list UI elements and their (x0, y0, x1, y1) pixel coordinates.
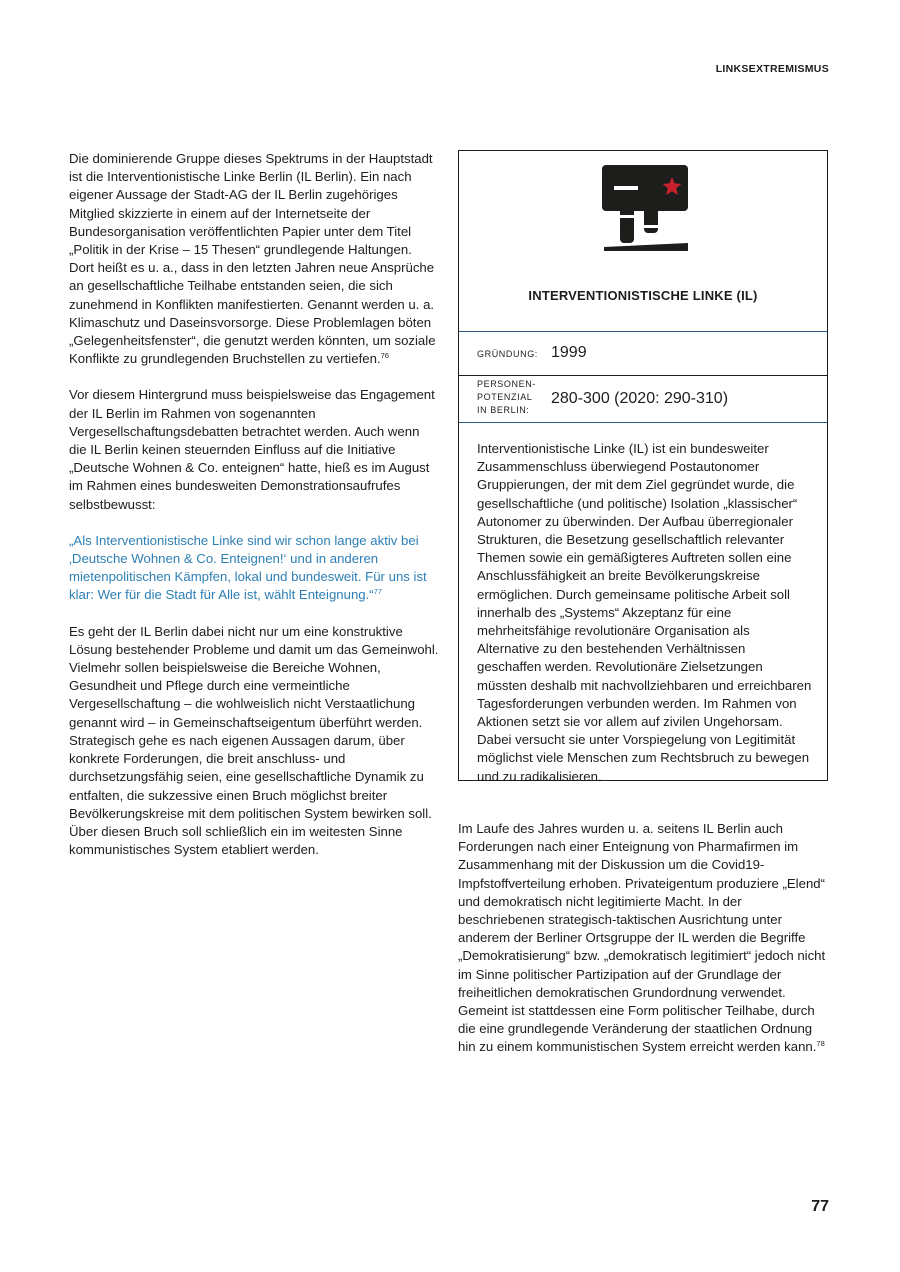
founding-value: 1999 (551, 344, 587, 361)
paragraph: Die dominierende Gruppe dieses Spektrums in der Hauptstadt ist die Interventionistische Linke Berlin (IL Berlin). Ein nach eigener Aussage der Stadt-AG der IL Berlin zugehöriges Mitglied skizzierte in einem auf der Internetseite der Bundesorganisation veröffentlichten Papier unter dem Titel „Politik in der Krise – 15 Thesen“ grundlegende Haltungen. Dort heißt es u. a., dass in den letzten Jahren neue Ansprüche an gesellschaftliche Teilhabe entstanden seien, die sich zunehmend in Konflikten manifestierten. Genannt werden u. a. Klimaschutz und Daseinsvorsorge. Diese Problemlagen böten „Gelegenheitsfenster“, die genutzt werden könnten, um soziale Konflikte zu grundlegenden Bruchstellen zu vertiefen.$^{76}$ (69, 151, 436, 367)
page-number: 77 (811, 1198, 829, 1215)
footnote-ref[interactable]: 77 (373, 587, 383, 597)
section-header: LINKSEXTREMISMUS (715, 63, 829, 75)
divider (459, 422, 827, 423)
paragraph: Vor diesem Hintergrund muss beispielsweise das Engagement der IL Berlin im Rahmen von sogenannten Vergesellschaftungsdebatten betrachtet werden. Auch wenn die IL Berlin keinen steuernden Einfluss auf die Initiative „Deutsche Wohnen & Co. enteignen“ hatte, hieß es im August im Rahmen eines bundesweiten Demonstrationsaufrufes selbstbewusst: (69, 387, 435, 512)
quote-paragraph: „Als Interventionistische Linke sind wir schon lange aktiv bei ‚Deutsche Wohnen & Co. Enteignen!‘ und in anderen mietenpolitischen Kämpfen, lokal und bundesweit. Für uns ist klar: Wer für die Stadt für Alle ist, wählt Enteignung.“$^{77}$ (69, 532, 427, 603)
paragraph: Es geht der IL Berlin dabei nicht nur um eine konstruktive Lösung bestehender Probleme und damit um das Gemeinwohl. Vielmehr sollen beispielsweise die Bereiche Wohnen, Gesundheit und Pflege durch eine vermeintliche Vergesellschaftung – die wohlweislich nicht Verstaatlichung genannt wird – in Gemeinschaftseigentum überführt werden. Strategisch gehe es nach eigenen Aussagen darum, über konkrete Forderungen, die breit anschluss- und durchsetzungsfähig seien, eine gesellschaftliche Dynamik zu entfalten, die sukzessive einen Bruch möglichst breiter Bevölkerungskreise mit dem politischen System bewirken soll. Über diesen Bruch soll schließlich ein im weitesten Sinne kommunistisches System etabliert werden. (69, 623, 439, 858)
divider (459, 375, 827, 376)
divider (459, 331, 827, 332)
right-column-paragraph: Im Laufe des Jahres wurden u. a. seitens IL Berlin auch Forderungen nach einer Enteignung von Pharmafirmen im Zusammenhang mit der Diskussion um die Covid19-Impfstoffverteilung erhoben. Privateigentum produziere „Elend“ und demokratisch nicht legitimierte Macht. In der beschriebenen strategisch-taktischen Ausrichtung unter anderem der Berliner Ortsgruppe der IL werden die Begriffe „Demokratisierung“ bzw. „demokratisch legitimiert“ jedoch nicht im Sinne politischer Partizipation auf der Grundlage der freiheitlichen demokratischen Grundordnung verwendet. Gemeint ist stattdessen eine Form politischer Teilhabe, durch die eine grundlegende Veränderung der staatlichen Ordnung hin zu einem kommunistischen System erreicht werden kann.$^{78}$ (458, 821, 826, 1055)
founding-label: GRÜNDUNG: (477, 349, 538, 359)
footnote-ref[interactable]: 76 (380, 351, 389, 361)
infobox-description: Interventionistische Linke (IL) ist ein bundesweiter Zusammenschluss überwiegend Postautonomer Gruppierungen, der mit dem Ziel gegründet wurde, die gesellschaftliche (und politische) Isolation „klassischer“ Autonomer zu überwinden. Der Aufbau überregionaler Strukturen, die Besetzung gesellschaftlich relevanter Themen sowie ein gemäßigteres Auftreten sollen eine Anschlussfähigkeit an breite Bevölkerungskreise ermöglichen. Durch gemeinsame politische Arbeit soll innerhalb des „Systems“ Akzeptanz für eine mehrheitsfähige revolutionäre Organisation als Alternative zu den bestehenden Verhältnissen geschaffen werden. Revolutionäre Zielsetzungen müssten deshalb mit nachvollziehbaren und erreichbaren Tagesforderungen verbunden werden. Im Rahmen von Aktionen setzt sie vor allem auf zivilen Ungehorsam. Dabei versucht sie unter Vorspiegelung von Legitimität möglichst viele Menschen zum Rechtsbruch zu bewegen und zu radikalisieren. (477, 441, 812, 784)
footnote-ref[interactable]: 78 (816, 1039, 825, 1049)
organization-infobox (458, 150, 828, 784)
members-value: 280-300 (2020: 290-310) (551, 390, 729, 407)
members-label: PERSONEN- POTENZIAL IN BERLIN: (477, 379, 536, 415)
left-column (69, 150, 439, 877)
infobox-title: INTERVENTIONISTISCHE LINKE (IL) (528, 288, 758, 303)
interventionistische-linke-logo (600, 163, 690, 253)
